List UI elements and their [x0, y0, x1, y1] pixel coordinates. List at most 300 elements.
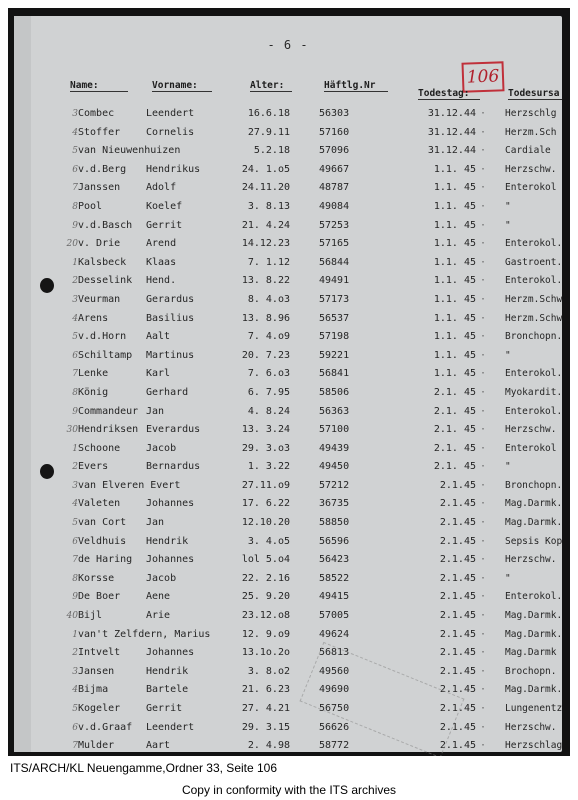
- row-cause: Mag.Darmk.: [505, 498, 563, 510]
- row-name: Commandeur: [78, 405, 139, 417]
- row-prisoner-number: 57253: [319, 219, 350, 231]
- row-death-date: 2.1.45: [439, 628, 476, 640]
- table-row: [14, 720, 562, 739]
- row-prisoner-number: 58850: [319, 517, 350, 529]
- row-first-name: Klaas: [146, 256, 177, 268]
- row-prisoner-number: 58506: [319, 386, 350, 398]
- row-birth-date: 7. 6.o3: [247, 368, 290, 380]
- table-row: [14, 366, 562, 385]
- archive-copy-note: Copy in conformity with the ITS archives: [181, 783, 397, 797]
- row-cause: Lungenentz: [505, 703, 563, 714]
- table-row: [14, 273, 562, 292]
- row-cause: Sepsis Kop: [505, 535, 563, 547]
- row-check-mark: ·: [480, 628, 487, 640]
- row-name: Veldhuis: [78, 535, 127, 547]
- row-prisoner-number: 48787: [319, 182, 350, 194]
- row-death-date: 1.1. 45: [433, 331, 476, 343]
- table-row: [14, 534, 562, 553]
- row-first-name: Everardus: [146, 424, 201, 436]
- row-death-date: 31.12.44: [427, 145, 476, 157]
- row-cause: Enterokol.: [505, 238, 563, 250]
- row-birth-date: 27.9.11: [247, 126, 290, 138]
- table-row: [14, 664, 562, 683]
- row-birth-date: 5.2.18: [253, 145, 290, 157]
- register-table: [14, 106, 562, 756]
- row-name: Kogeler: [78, 703, 121, 714]
- row-mark: 3: [72, 109, 78, 119]
- row-mark: 1: [72, 443, 78, 454]
- row-check-mark: ·: [480, 740, 487, 752]
- table-row: [14, 199, 562, 218]
- row-check-mark: ·: [480, 256, 487, 268]
- row-name: Stoffer: [78, 126, 121, 138]
- row-death-date: 1.1. 45: [433, 368, 476, 380]
- row-death-date: 2.1.45: [439, 740, 476, 752]
- row-name: Kalsbeck: [78, 256, 127, 268]
- row-check-mark: ·: [480, 424, 487, 436]
- row-death-date: 2.1. 45: [433, 461, 476, 473]
- table-row: [14, 422, 562, 441]
- table-row: [14, 459, 562, 478]
- row-first-name: Cornelis: [146, 126, 195, 138]
- row-death-date: 2.1.45: [439, 703, 476, 714]
- row-birth-date: 3. 8.13: [247, 200, 290, 212]
- table-row: [14, 311, 562, 330]
- row-mark: 8: [72, 573, 78, 584]
- row-prisoner-number: 57212: [319, 479, 350, 491]
- row-check-mark: ·: [480, 535, 487, 547]
- row-check-mark: ·: [480, 275, 487, 287]
- row-name: Arens: [78, 312, 109, 324]
- row-birth-date: 22. 2.16: [241, 572, 290, 584]
- row-death-date: 2.1.45: [439, 535, 476, 547]
- row-prisoner-number: 49667: [319, 163, 350, 175]
- row-death-date: 1.1. 45: [433, 312, 476, 324]
- row-name: van't Zelfdern, Marius: [78, 628, 211, 640]
- row-name: Intvelt: [78, 647, 121, 659]
- row-check-mark: ·: [480, 647, 487, 659]
- row-check-mark: ·: [480, 665, 487, 677]
- row-prisoner-number: 57165: [319, 238, 350, 250]
- row-mark: 6: [72, 350, 78, 361]
- row-birth-date: 23.12.o8: [241, 610, 290, 622]
- row-mark: 7: [72, 741, 78, 752]
- table-row: [14, 589, 562, 608]
- row-mark: 4: [72, 685, 78, 696]
- row-birth-date: 13. 8.96: [241, 312, 290, 324]
- row-birth-date: 27.11.o9: [241, 479, 290, 491]
- table-row: [14, 496, 562, 515]
- row-check-mark: ·: [480, 331, 487, 343]
- row-death-date: 2.1.45: [439, 591, 476, 603]
- row-check-mark: ·: [480, 554, 487, 566]
- row-birth-date: 8. 4.o3: [247, 293, 290, 305]
- row-mark: 5: [72, 704, 78, 714]
- row-prisoner-number: 49690: [319, 684, 350, 696]
- table-row: [14, 515, 562, 534]
- table-row: [14, 385, 562, 404]
- row-mark: 2: [72, 648, 78, 659]
- row-birth-date: 20. 7.23: [241, 349, 290, 361]
- row-mark: 7: [72, 183, 78, 194]
- row-prisoner-number: 56423: [319, 554, 350, 566]
- row-death-date: 2.1.45: [439, 647, 476, 659]
- row-name: v.d.Basch: [78, 219, 133, 231]
- row-mark: 5: [72, 518, 78, 529]
- row-mark: 3: [72, 666, 78, 677]
- row-first-name: Gerrit: [146, 219, 183, 231]
- row-name: van Elveren Evert: [78, 479, 181, 491]
- table-row: [14, 180, 562, 199]
- table-row: [14, 478, 562, 497]
- row-first-name: Karl: [146, 368, 171, 380]
- row-name: Bijl: [78, 610, 103, 622]
- header-cause: Todesursa: [508, 88, 562, 100]
- row-first-name: Gerardus: [146, 293, 195, 305]
- row-first-name: Leendert: [146, 721, 195, 733]
- row-mark: 6: [72, 164, 78, 175]
- row-birth-date: 7. 1.12: [247, 256, 290, 268]
- row-mark: 7: [72, 555, 78, 566]
- row-death-date: 2.1.45: [439, 684, 476, 696]
- row-prisoner-number: 57160: [319, 126, 350, 138]
- row-death-date: 2.1.45: [439, 517, 476, 529]
- row-check-mark: ·: [480, 479, 487, 491]
- row-death-date: 31.12.44: [427, 108, 476, 119]
- row-mark: 4: [72, 127, 78, 138]
- row-check-mark: ·: [480, 703, 487, 714]
- punch-hole: [40, 278, 54, 293]
- row-first-name: Aalt: [146, 331, 171, 343]
- row-birth-date: 17. 6.22: [241, 498, 290, 510]
- row-death-date: 2.1. 45: [433, 386, 476, 398]
- table-row: [14, 255, 562, 274]
- table-row: [14, 329, 562, 348]
- row-prisoner-number: 56363: [319, 405, 350, 417]
- punch-hole: [40, 464, 54, 479]
- row-death-date: 2.1.45: [439, 479, 476, 491]
- row-first-name: Aart: [146, 740, 171, 752]
- row-check-mark: ·: [480, 163, 487, 175]
- row-birth-date: 2. 4.98: [247, 740, 290, 752]
- row-death-date: 1.1. 45: [433, 256, 476, 268]
- row-name: Bijma: [78, 684, 109, 696]
- row-cause: Herzm.Sch: [505, 126, 557, 138]
- row-birth-date: 7. 4.o9: [247, 331, 290, 343]
- row-birth-date: 4. 8.24: [247, 405, 290, 417]
- row-mark: 3: [72, 294, 78, 305]
- row-mark: 4: [72, 499, 78, 510]
- row-cause: Enterokol: [505, 182, 557, 194]
- row-prisoner-number: 57100: [319, 424, 350, 436]
- table-row: [14, 552, 562, 571]
- row-mark: 2: [72, 462, 78, 473]
- row-prisoner-number: 49084: [319, 200, 350, 212]
- row-mark: 9: [72, 406, 78, 417]
- row-cause: Myokardit.: [505, 386, 563, 398]
- header-date: Todestag:: [418, 88, 480, 100]
- row-name: Mulder: [78, 740, 115, 752]
- header-number: Häftlg.Nr: [324, 80, 388, 92]
- row-check-mark: ·: [480, 145, 487, 157]
- row-check-mark: ·: [480, 684, 487, 696]
- header-first-name: Vorname:: [152, 80, 212, 92]
- row-cause: Mag.Darmk: [505, 647, 557, 659]
- table-row: [14, 627, 562, 646]
- row-mark: 5: [72, 146, 78, 157]
- row-name: Veurman: [78, 293, 121, 305]
- row-name: Schiltamp: [78, 349, 133, 361]
- table-row: [14, 218, 562, 237]
- table-row: [14, 571, 562, 590]
- row-birth-date: 12.10.20: [241, 517, 290, 529]
- row-prisoner-number: 57173: [319, 293, 350, 305]
- row-name: Lenke: [78, 368, 109, 380]
- row-first-name: Arend: [146, 238, 177, 250]
- row-mark: 8: [72, 387, 78, 398]
- row-mark: 7: [72, 369, 78, 380]
- row-first-name: Aene: [146, 591, 171, 603]
- row-name: Combec: [78, 108, 115, 119]
- row-cause: Herzm.Schw: [505, 293, 563, 305]
- row-check-mark: ·: [480, 238, 487, 250]
- row-death-date: 2.1.45: [439, 554, 476, 566]
- row-name: Desselink: [78, 275, 133, 287]
- row-prisoner-number: 57005: [319, 610, 350, 622]
- header-age: Alter:: [250, 80, 292, 92]
- row-mark: 1: [72, 257, 78, 268]
- row-name: De Boer: [78, 591, 121, 603]
- row-prisoner-number: 58772: [319, 740, 350, 752]
- row-mark: 6: [72, 722, 78, 733]
- table-row: [14, 162, 562, 181]
- row-mark: 1: [72, 629, 78, 640]
- row-cause: Herzm.Schw: [505, 312, 563, 324]
- row-cause: Herzschlag: [505, 740, 563, 752]
- row-cause: Enterokol.: [505, 591, 563, 603]
- row-name: Pool: [78, 200, 103, 212]
- row-death-date: 1.1. 45: [433, 163, 476, 175]
- row-prisoner-number: 49415: [319, 591, 350, 603]
- row-name: Hendriksen: [78, 424, 139, 436]
- table-row: [14, 608, 562, 627]
- row-prisoner-number: 56750: [319, 703, 350, 714]
- row-death-date: 1.1. 45: [433, 182, 476, 194]
- row-prisoner-number: 49560: [319, 665, 350, 677]
- row-cause: Herzschw.: [505, 163, 557, 175]
- row-check-mark: ·: [480, 219, 487, 231]
- row-mark: 9: [72, 592, 78, 603]
- row-cause: Herzschw.: [505, 721, 557, 733]
- row-birth-date: 24. 1.o5: [241, 163, 290, 175]
- row-first-name: Adolf: [146, 182, 177, 194]
- row-check-mark: ·: [480, 126, 487, 138]
- row-prisoner-number: 49450: [319, 461, 350, 473]
- row-mark: 4: [72, 313, 78, 324]
- row-prisoner-number: 56303: [319, 108, 350, 119]
- row-check-mark: ·: [480, 386, 487, 398]
- row-birth-date: 3. 4.o5: [247, 535, 290, 547]
- row-cause: ": [505, 349, 511, 361]
- row-prisoner-number: 57198: [319, 331, 350, 343]
- table-row: [14, 348, 562, 367]
- row-death-date: 2.1.45: [439, 498, 476, 510]
- row-name: Janssen: [78, 182, 121, 194]
- row-name: v.d.Horn: [78, 331, 127, 343]
- row-check-mark: ·: [480, 108, 487, 119]
- row-prisoner-number: 49491: [319, 275, 350, 287]
- row-check-mark: ·: [480, 610, 487, 622]
- row-prisoner-number: 56841: [319, 368, 350, 380]
- row-first-name: Bernardus: [146, 461, 201, 473]
- row-check-mark: ·: [480, 293, 487, 305]
- row-first-name: Hendrik: [146, 535, 189, 547]
- page-number: - 6 -: [267, 38, 309, 52]
- table-row: [14, 292, 562, 311]
- row-cause: ": [505, 219, 511, 231]
- row-check-mark: ·: [480, 721, 487, 733]
- row-cause: ": [505, 461, 511, 473]
- row-cause: Mag.Darmk.: [505, 517, 563, 529]
- row-first-name: Johannes: [146, 647, 195, 659]
- row-prisoner-number: 49439: [319, 442, 350, 454]
- row-death-date: 1.1. 45: [433, 349, 476, 361]
- row-death-date: 2.1.45: [439, 572, 476, 584]
- row-check-mark: ·: [480, 349, 487, 361]
- row-birth-date: 29. 3.o3: [241, 442, 290, 454]
- row-name: König: [78, 386, 109, 398]
- row-cause: Herzschw.: [505, 554, 557, 566]
- row-check-mark: ·: [480, 182, 487, 194]
- row-check-mark: ·: [480, 591, 487, 603]
- row-birth-date: 3. 8.o2: [247, 665, 290, 677]
- row-death-date: 2.1.45: [439, 721, 476, 733]
- row-cause: Enterokol: [505, 442, 557, 454]
- row-death-date: 1.1. 45: [433, 238, 476, 250]
- row-first-name: Gerrit: [146, 703, 183, 714]
- row-name: Valeten: [78, 498, 121, 510]
- row-first-name: Jacob: [146, 442, 177, 454]
- row-death-date: 2.1.45: [439, 665, 476, 677]
- row-prisoner-number: 49624: [319, 628, 350, 640]
- row-check-mark: ·: [480, 312, 487, 324]
- row-first-name: Jacob: [146, 572, 177, 584]
- row-mark: 3: [72, 480, 78, 491]
- row-check-mark: ·: [480, 461, 487, 473]
- row-cause: ": [505, 200, 511, 212]
- row-cause: Bronchopn.: [505, 479, 563, 491]
- row-birth-date: 27. 4.21: [241, 703, 290, 714]
- table-row: [14, 738, 562, 756]
- row-check-mark: ·: [480, 442, 487, 454]
- row-cause: Enterokol.: [505, 368, 563, 380]
- row-death-date: 2.1. 45: [433, 424, 476, 436]
- row-cause: Cardiale: [505, 145, 551, 157]
- row-mark: 8: [72, 201, 78, 212]
- table-row: [14, 236, 562, 255]
- row-first-name: Leendert: [146, 108, 195, 119]
- row-birth-date: 29. 3.15: [241, 721, 290, 733]
- row-birth-date: 21. 4.24: [241, 219, 290, 231]
- document-page: [14, 16, 562, 752]
- row-cause: Mag.Darmk.: [505, 684, 563, 696]
- row-name: Schoone: [78, 442, 121, 454]
- header-name: Name:: [70, 80, 128, 92]
- row-first-name: Basilius: [146, 312, 195, 324]
- row-birth-date: 21. 6.23: [241, 684, 290, 696]
- row-prisoner-number: 56537: [319, 312, 350, 324]
- row-prisoner-number: 57096: [319, 145, 350, 157]
- row-birth-date: 24.11.20: [241, 182, 290, 194]
- row-birth-date: 13. 3.24: [241, 424, 290, 436]
- row-birth-date: 6. 7.95: [247, 386, 290, 398]
- row-prisoner-number: 56813: [319, 647, 350, 659]
- table-row: [14, 441, 562, 460]
- row-mark: 5: [72, 332, 78, 343]
- row-first-name: Jan: [146, 405, 165, 417]
- row-birth-date: 25. 9.20: [241, 591, 290, 603]
- row-birth-date: lol 5.o4: [241, 554, 290, 566]
- row-cause: Bronchopn.: [505, 331, 563, 343]
- row-prisoner-number: 36735: [319, 498, 350, 510]
- row-cause: Herzschlg: [505, 108, 557, 119]
- row-cause: ": [505, 572, 511, 584]
- archive-stamp: 106: [461, 61, 504, 92]
- row-mark: 20: [66, 239, 78, 250]
- row-cause: Mag.Darmk.: [505, 628, 563, 640]
- row-death-date: 1.1. 45: [433, 219, 476, 231]
- row-birth-date: 12. 9.o9: [241, 628, 290, 640]
- row-birth-date: 13. 8.22: [241, 275, 290, 287]
- row-prisoner-number: 56596: [319, 535, 350, 547]
- table-row: [14, 701, 562, 720]
- row-mark: 40: [66, 611, 78, 622]
- row-check-mark: ·: [480, 405, 487, 417]
- row-first-name: Hend.: [146, 275, 177, 287]
- row-first-name: Gerhard: [146, 386, 189, 398]
- row-first-name: Hendrik: [146, 665, 189, 677]
- document-scan: [8, 8, 570, 756]
- row-name: v.d.Graaf: [78, 721, 133, 733]
- table-row: [14, 143, 562, 162]
- row-check-mark: ·: [480, 498, 487, 510]
- row-death-date: 1.1. 45: [433, 200, 476, 212]
- archive-reference: ITS/ARCH/KL Neuengamme,Ordner 33, Seite 106: [10, 761, 278, 775]
- table-row: [14, 125, 562, 144]
- row-check-mark: ·: [480, 572, 487, 584]
- row-name: de Haring: [78, 554, 133, 566]
- row-birth-date: 1. 3.22: [247, 461, 290, 473]
- row-first-name: Hendrikus: [146, 163, 201, 175]
- row-prisoner-number: 58522: [319, 572, 350, 584]
- row-name: v.d.Berg: [78, 163, 127, 175]
- row-name: Jansen: [78, 665, 115, 677]
- row-death-date: 1.1. 45: [433, 275, 476, 287]
- row-cause: Mag.Darmk.: [505, 610, 563, 622]
- row-death-date: 2.1. 45: [433, 442, 476, 454]
- row-first-name: Bartele: [146, 684, 189, 696]
- row-name: van Nieuwenhuizen: [78, 145, 181, 157]
- row-cause: Brochopn.: [505, 665, 557, 677]
- row-death-date: 2.1. 45: [433, 405, 476, 417]
- row-mark: 2: [72, 276, 78, 287]
- row-mark: 6: [72, 536, 78, 547]
- row-name: Korsse: [78, 572, 115, 584]
- row-prisoner-number: 59221: [319, 349, 350, 361]
- row-check-mark: ·: [480, 517, 487, 529]
- row-cause: Gastroent.: [505, 256, 563, 268]
- table-row: [14, 404, 562, 423]
